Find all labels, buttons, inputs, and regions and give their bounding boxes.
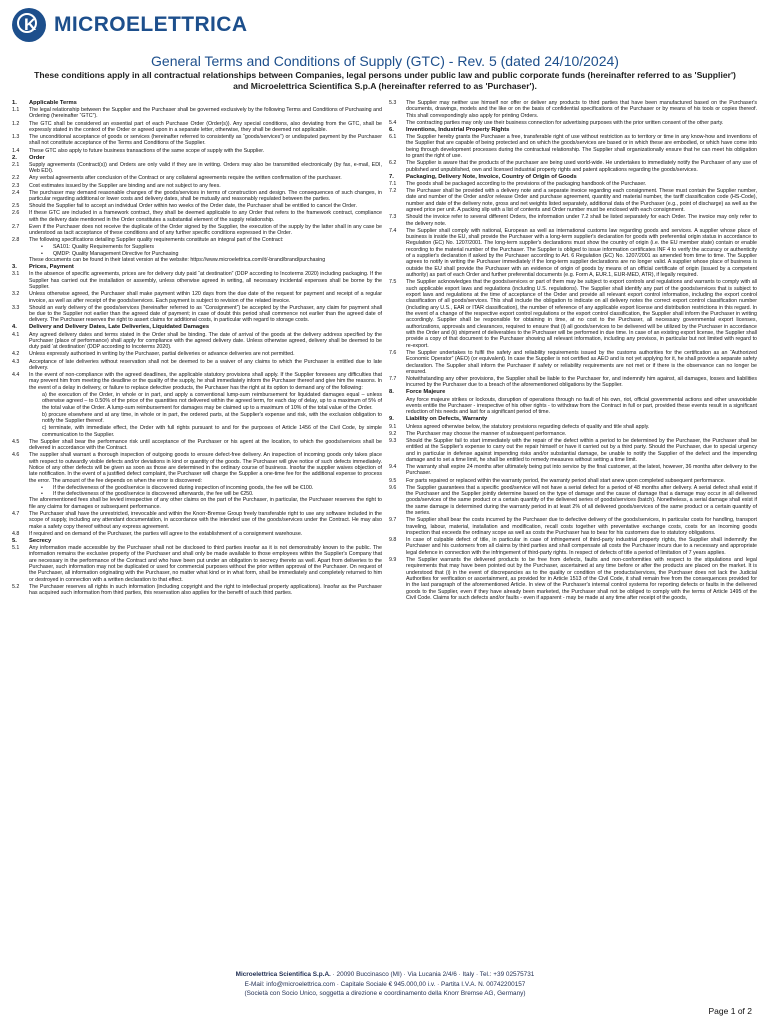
clause-text: The purchaser may demand reasonable changes of the goods/services in terms of construction and design. The consequences of such changes, in particular regarding additional or lower costs and delivery dates, shall be mutually and reasonably regulated between the parties. — [29, 189, 382, 202]
sub-clause-text: b) procure elsewhere and at any time, in whole or in part, the ordered parts, at the Supplier's expense and risk, with the exclusion obligation to notify the Supplier thereof. — [42, 411, 382, 425]
clause-text: Should the invoice refer to several different Orders, the information under 7.2 shall be listed separately for each Order. The invoice may only refer to the delivery note. — [406, 214, 757, 227]
clause-text: Any verbal agreements after conclusion of the Contract or any collateral agreements require the written confirmation of the purchaser. — [29, 175, 342, 182]
section-title: Inventions, Industrial Property Rights — [406, 126, 510, 133]
section-title: Order — [29, 154, 45, 161]
clause — [389, 134, 757, 159]
clause-number: 7.3 — [389, 214, 397, 221]
clause-number: 9. — [389, 416, 394, 423]
clause — [389, 376, 757, 389]
intro-paragraph: These conditions apply in all contractual relationships between Companies, legal persons under public law and public corporate funds (hereinafter referred to as 'Supplier') and Microelettrica Scientifica S.p.A (hereinafter referred to as 'Purchaser'). — [34, 70, 736, 91]
bullet-text: SA101: Quality Requirements for Suppliers — [53, 244, 154, 251]
clause-number: 1.3 — [12, 134, 20, 141]
page-title: General Terms and Conditions of Supply (GTC) - Rev. 5 (dated 24/10/2024) — [151, 53, 619, 69]
clause-number: 7.7 — [389, 376, 397, 382]
clause — [389, 431, 757, 437]
clause-number: 5.3 — [389, 100, 397, 106]
clause-text: The Supplier warrants the delivered products to be free from defects, faults and non-conformities with respect to the stipulations and legal requirements that may have been pointed out by the Purchaser, ascertained at any time before or after the products are placed on the market. It is understood that (i) in the event of discrepancies as to the quality or condition of the products/services, the Purchaser does not lack the Judicial Authorities for verification or ascertainment, as provided for in Article 1513 of the Civil Code, it shall remain free from the consequences provided for in the last paragraph of the aforementioned Article. In view of the Purchaser's internal control systems for reporting defects or faults in the delivered goods to the Supplier, even if they have already been marketed, the Purchaser shall not be obliged to comply with the terms of Article 1495 of the Civil Code. Claims for such defects and/or faults - even if apparent - may be made at any time after receipt of the goods, — [406, 556, 757, 601]
clause-number: 1.1 — [12, 107, 20, 114]
page-number: Page 1 of 2 — [708, 1006, 752, 1016]
clause-number — [389, 397, 406, 416]
clause — [389, 537, 757, 556]
clause — [12, 351, 382, 357]
clause — [12, 584, 382, 597]
clause-number: 5.4 — [389, 119, 397, 126]
clause-text: The aforementioned fees shall be levied irrespective of any other claims on the part of the Purchaser, in particular, the Purchaser reserves the right to file any claims for damages or subsequent performance. — [29, 497, 382, 510]
section-title: Applicable Terms — [29, 100, 77, 106]
clause-number: 9.9 — [389, 556, 397, 563]
clause — [12, 162, 382, 175]
section-heading — [389, 389, 757, 395]
clause — [12, 452, 382, 484]
clause-text: The Supplier guarantees that a specific good/service will not have a serial defect for a period of 48 months after delivery. A serial defect shall exist if the Purchaser and the Supplier jointly determine based on the type of damage and the cause of damage that a damage may occur in all delivered goods/services of the same product or a certain quantity of the delivered series of goods/services (batch). Nonetheless, a serial damage shall exist if the same damage is determined during the warranty period in at least 2% of all delivered goods/services of the same product or a certain quantity of the series. — [406, 484, 757, 517]
clause-number: 6. — [389, 126, 394, 133]
clause-text: If required and on demand of the Purchaser, the parties will agree to the establishment of a consignment warehouse. — [29, 530, 303, 537]
clause — [12, 134, 382, 147]
clause-number: 8. — [389, 389, 394, 396]
clause — [12, 305, 382, 324]
clause-number: 7.2 — [389, 188, 397, 195]
clause — [12, 148, 382, 154]
clause — [12, 107, 382, 120]
clause-number: 6.1 — [389, 134, 397, 141]
clause-number: 4.8 — [12, 530, 20, 537]
clause — [389, 397, 757, 416]
clause-number: 4.7 — [12, 510, 20, 517]
clause-number: 5. — [12, 537, 17, 544]
clause-text: The Supplier is aware that the products of the purchaser are being used world-wide. He undertakes to immediately notify the Purchaser of any use of published and unpublished, own and licensed industrial property rights and patent applications regarding the goods/services. — [406, 160, 757, 173]
clause-text: The contracting parties may only use their business connection for advertising purposes with the prior written consent of the other party. — [406, 119, 724, 126]
clause-number: 2.6 — [12, 210, 20, 217]
clause — [389, 517, 757, 536]
sub-clause — [12, 392, 382, 411]
clause-number: 4.4 — [12, 372, 20, 379]
bullet-dot: • — [41, 484, 43, 491]
clause — [389, 557, 757, 601]
bullet-dot: • — [41, 250, 43, 257]
clause-number: 9.6 — [389, 484, 397, 491]
clause-number — [12, 497, 29, 510]
sub-clause-text: a) the execution of the Order, in whole or in part, and apply a conventional lump-sum reimbursement for liquidated damages equal – unless otherwise agreed – to 0.50% of the price of the quantities not delivered within the agreed term, for each day of delay, up to a maximum of 5% of the total value of the Order. A lump-sum reimbursement for damages may be claimed up to a maximum of 10% of the total value of the Order. — [42, 391, 382, 411]
clause — [12, 237, 382, 243]
clause-text: Even if the Purchaser does not receive the duplicate of the Order signed by the Supplier, the execution of the supply by the latter shall in any case be understood as tacit acceptance of these conditions and of any further specific conditions expressed in the Order. — [29, 223, 382, 237]
clause-text: Acceptance of late deliveries without reservation shall not be deemed to be a waiver of any claims to which the Purchaser is entitled due to late delivery. — [29, 358, 382, 371]
clause-number: 2. — [12, 154, 17, 161]
clause — [12, 224, 382, 237]
clause-text: The Supplier hereby grants the Purchaser a free, transferable right of use without restriction as to territory or time in any know-how and inventions of the Supplier that are capable of being protected and on which the goods/services are based or in which these are embodied, or which have come into being through development processes during the contractual relationship. The Supplier shall organizationally ensure that he can meet his obligation to grant the right of use. — [406, 134, 757, 160]
clause-text: These GTC also apply to future business transactions of the same scope of supply with the Supplier. — [29, 147, 265, 154]
clause-number: 3. — [12, 264, 17, 271]
clause — [12, 332, 382, 351]
clause-text: In the event of non-compliance with the agreed deadlines, the applicable statutory provisions shall apply. If the Supplier foresees any difficulties that may prevent him from meeting the deadline or the quality of the supply, he shall immediately inform the Purchaser thereof and give him the reasons. In the event of a delay in delivery, or failure to replace defective products, the Purchaser has the right at its option to demand any of the following: — [29, 372, 382, 391]
sub-clause — [12, 412, 382, 425]
clause-text: The Supplier undertakes to fulfil the safety and reliability requirements issued by the customs authorities for the certification as an “Authorized Economic Operator” (AEO) (or equivalent). In case the Supplier is not certified as AEO and is not yet applying for it, he shall provide a separate safety declaration. The Supplier shall inform the Purchaser if safety or reliability requirements are not met or if there is the observance can no longer be ensured. — [406, 349, 757, 375]
clause-text: The Purchaser reserves all rights in such information (including copyright and the right to intellectual property applications). Insofar as the Purchaser has acquired such information from third parties, this reservation also applies for the benefit of such third parties. — [29, 583, 382, 597]
clause-number: 9.8 — [389, 537, 397, 544]
left-column — [12, 100, 382, 948]
clause-text: In the absence of specific agreements, prices are for delivery duty paid “at destination” (DDP according to Incoterms 2020) including packaging. If the Supplier has carried out the installation or assembly, unless otherwise agreed in writing, all necessary incidental expenses shall be borne by the Supplier. — [29, 271, 382, 291]
bullet-dot: • — [41, 244, 43, 251]
clause-number: 2.8 — [12, 237, 20, 244]
company-logo — [12, 8, 247, 42]
clause — [389, 120, 757, 126]
clause-text: Should an early delivery of the goods/services (hereinafter referred to as “Consignment”) be accepted by the Purchaser, any claim for payment shall be due to the Supplier not earlier than the agreed date of payment; in case of doubt this period shall commence not earlier than the agreed date of delivery. The Purchaser reserves the right to assert claims for additional costs, in particular with regard to storage costs. — [29, 304, 382, 324]
knorr-bremse-logo-icon — [12, 8, 46, 42]
section-title: Secrecy — [29, 537, 52, 544]
footer-company: Microelettrica Scientifica S.p.A. — [235, 971, 331, 978]
clause-number: 9.3 — [389, 437, 397, 444]
clause-text: The Purchaser shall have the unrestricted, irrevocable and within the Knorr-Bremse Group freely transferable right to use any software included in the scope of supply, including any attendant documentation, in accordance with the intended use of the goods/services under the Contract. He may also make a safety copy thereof without any express agreement. — [29, 510, 382, 530]
clause-number: 2.2 — [12, 175, 20, 182]
bullet-text: If the defectiveness of the good/service is discovered during inspection of incoming goods, the fee will be €100. — [53, 484, 314, 491]
clause-number: 7.6 — [389, 349, 397, 356]
clause-number: 2.3 — [12, 182, 20, 189]
clause-number: 4.6 — [12, 452, 20, 459]
section-title: Liability on Defects, Warranty — [406, 416, 488, 423]
clause-text: Any force majeure strikes or lockouts, disruption of operations through no fault of his own, riot, official governmental actions and other unavoidable events entitle the Purchaser - irrespective of his other rights - to withdraw from the Contract in full or part, provided these events result in a significant reduction of his needs and last for a significant period of time. — [406, 396, 757, 416]
clause-number: 7.1 — [389, 180, 397, 187]
clause-text: Supply agreements (Contract(s)) and Orders are only valid if they are in writing. Orders may also be transmitted electronically (by fax, e-mail, EDI, Web EDI). — [29, 161, 382, 175]
clause-text: The GTC shall be considered an essential part of each Purchase Order (Order(s)). Any special conditions, also deviating from the GTC, shall be expressly stated in the context of the Order or agreed upon in a separate letter, otherwise, they shall be deemed not applicable. — [29, 120, 382, 133]
clause — [12, 121, 382, 134]
clause — [12, 439, 382, 452]
clause-number: 2.4 — [12, 189, 20, 196]
section-heading — [389, 127, 757, 133]
clause-number: 3.3 — [12, 304, 20, 311]
footer-contact: E-Mail: info@microelettrica.com · Capitale Sociale € 945.000,00 i.v. · Partita I.V.A. N. 00742200157 — [244, 980, 526, 988]
clause-text: The unconditional acceptance of goods or services (hereinafter referred to consistently as “goods/services”) or undisputed payment by the Purchaser shall not constitute acceptance of the Terms and Conditions of the Supplier. — [29, 134, 382, 147]
clause — [389, 424, 757, 430]
clause — [12, 183, 382, 189]
bullet-text: If the defectiveness of the good/service is discovered afterwards, the fee will be €250. — [53, 491, 254, 498]
footer — [0, 970, 770, 999]
clause-text: The legal relationship between the Supplier and the Purchaser shall be governed exclusively by the following Terms and Conditions of Purchasing and Ordering (hereinafter “GTC”). — [29, 107, 382, 120]
section-heading — [12, 155, 382, 161]
clause-text: Unless otherwise agreed, the Purchaser shall make payment within 120 days from the due date of the request for payment and receipt of a regular invoice, as well as after receipt of the goods/services. Each payment is subject to revision of the related invoice. — [29, 291, 382, 304]
clause-text: The warranty shall expire 24 months after ultimately being put into service by the final customer, at the latest, however, 36 months after delivery to the Purchaser. — [406, 464, 757, 477]
clause-text: Any information made accessible by the Purchaser shall not be disclosed to third parties insofar as it is not demonstrably known to the public. The information remains the exclusive property of the Purchaser and shall only be made available to those employees within the Supplier's Company that are necessary in the performance of the Contract and who have been put under an obligation to secrecy thereto as well. Apart from deliveries to the Purchaser, such information may not be duplicated or used for commercial purposes without the prior written approval of the Purchaser. On request of the Purchaser, all information originating with the Purchaser, no matter what kind or in what form, shall be immediately and completely returned to him or destroyed in connection with a written declaration to that effect. — [29, 544, 382, 583]
footer-address: · 20090 Buccinasco (MI) · Via Lucania 2/4/6 · Italy · Tel.: +39 02575731 — [330, 971, 535, 978]
clause-number: 9.2 — [389, 430, 397, 437]
clause-text: In case of culpable defect of title, in particular in case of infringement of third-party industrial property rights, the Supplier shall indemnify the Purchaser and his customers from all claims by third parties and shall compensate all costs the Purchaser incurs due to a necessary and appropriate legal defence in connection with the infringement of third-party rights. In respect of defects of title a period of limitation of 7 years applies. — [406, 537, 757, 556]
clause — [12, 271, 382, 290]
clause — [12, 203, 382, 209]
clause — [12, 190, 382, 203]
clause — [389, 188, 757, 213]
bullet-dot: • — [41, 491, 43, 498]
section-heading — [389, 174, 757, 180]
section-title: Delivery and Delivery Dates, Late Deliveries, Liquidated Damages — [29, 324, 210, 331]
clause-number: 1. — [12, 100, 17, 106]
clause-text: Any agreed delivery dates and terms stated in the Order shall be binding. The date of arrival of the goods at the delivery address specified by the Purchaser (place of performance) shall apply for compliance with the agreed delivery date. Unless otherwise agreed, delivery shall be deemed to be duty paid ‘at destination’ (DDP according to Incoterms 2020). — [29, 331, 382, 351]
clause-number: 7.5 — [389, 279, 397, 286]
clause-number: 4. — [12, 324, 17, 331]
clause-number: 5.1 — [12, 544, 20, 551]
bullet-text: QMDP: Quality Management Directive for Purchasing — [53, 250, 179, 257]
clause — [389, 438, 757, 463]
clause-number: 4.5 — [12, 438, 20, 445]
clause-text: The Purchaser shall be provided with a delivery note and a separate invoice regarding each consignment. These must contain the Supplier number, date and number of the Order and/or release Order and purchase agreement, quantity and material number, the tariff classification code (HS-Code), number and date of the delivery note, gross and net weights listed separately, additional data of the Purchaser (e.g., point of discharge) as well as the agreed price per unit. A packing slip with a list of contents and Order number must be enclosed with each consignment. — [406, 188, 757, 214]
footer-legal: (Società con Socio Unico, soggetta a direzione e coordinamento della Knorr Bremse AG, Germany) — [244, 990, 526, 997]
clause-number: 5.2 — [12, 583, 20, 590]
clause — [12, 531, 382, 537]
clause-text: The Supplier shall bear the performance risk until acceptance of the Purchaser or his agent at the location, to which the goods/services shall be delivered in accordance with the Contract. — [29, 438, 382, 452]
clause-text: The Supplier shall comply with national, European as well as international customs law regarding goods and services. A supplier whose place of business is inside the EU, shall provide the Purchaser with a long-term supplier's declaration for goods with preferential origin status in accordance to Regulation (EC) No. 1207/2001. The long-term supplier's declarations must show the country of origin (i.e. the EU member state) contain or enable recording to the material number of the Purchaser. The Supplier is obliged to issue information certificates INF 4 to verify the accuracy or authenticity of a supplier's declaration if asked by the Purchaser according to Art. 6 Regulation (EC) No. 1207/2001 as amended from time to time. The Supplier agrees to notify in writing the Purchaser immediately if the long-term supplier declarations are no longer valid. A supplier whose place of business is outside the EU shall provide the Purchaser with an evidence of origin of goods by means of an official certificate of origin (issued by a competent authority) as part of each Order and further preferential documents (e.g. Form A, EUR.1, EUR-MED, ATR), if legally required. — [406, 227, 757, 279]
clause-text: The Supplier acknowledges that the goods/services or part of them may be subject to export controls and regulations and warrants to comply with all such applicable export laws and regulations (including U.S. regulations). The Supplier shall identify any part of the goods/services that is subject to export laws and regulations at the time of acceptance of the Order and provide all relevant export control information, including the export control classification of all goods/services. This shall include the obligation to indicate on all delivery notes the correct export control classification number (including any U.S., EAR or ITAR classification), the number of reference of any applicable export license and distribution restrictions in this regard. In the event of a change of the respective export control regulations or the export control classification, the Supplier shall inform the Purchaser in writing accordingly. Supplier shall be responsible for obtaining in time, at no cost to the Purchaser, all necessary governmental export licenses, authorizations, approvals and clearances, required to ensure that (i) all goods/services to be delivered will be utilized by the Purchaser in accordance with the Order and (ii) shipment of deliverables to the Purchaser will be performed in due time. In case of an existing export license, the Supplier shall provide a copy of that document to the Purchaser showing all relevant information, including any provisos, in particular but not limited with regard to re-export. — [406, 279, 757, 349]
clause-text: If these GTC are included in a framework contract, they shall be deemed applicable to any Order that refers to the framework contract, compliance with the delivery date mentioned in the Order constitutes a substantial element of the supply relationship. — [29, 210, 382, 223]
section-title: Prices, Payment — [29, 264, 74, 271]
clause — [12, 291, 382, 304]
clause-number: 9.1 — [389, 423, 397, 430]
clause-text: Should the Supplier fail to start immediately with the repair of the defect within a period to be determined by the Purchaser, the Purchaser shall be entitled at the Supplier's expense to carry out the repair himself or have it carried out by a third party. Should the Purchaser, due to special urgency and in particular in defense against impending risks and/or substantial damage, be unable to notify the Supplier of the defect and the impending damage and to set a time limit, he shall be entitled to remedy measures without setting a time limit. — [406, 437, 757, 463]
clause-number: 9.7 — [389, 517, 397, 524]
logo-text: MICROELETTRICA — [54, 13, 248, 36]
right-column — [389, 100, 757, 948]
sub-clause — [12, 425, 382, 438]
clause-text: The Supplier shall bear the costs incurred by the Purchaser due to defective delivery of the goods/services, in particular costs for handling, transport traveling, labour, material, installation and modification, recall costs together with preventative exchange costs, costs for an incoming goods inspection that exceeds the ordinary scope as well as costs the Purchaser has to bear for his customers due to statutory obligations. — [406, 517, 757, 536]
clause — [12, 359, 382, 372]
clause — [12, 545, 382, 583]
clause-number: 9.5 — [389, 477, 397, 484]
clause-text: For parts repaired or replaced within the warranty period, the warranty period shall start anew upon completed subsequent performance. — [406, 477, 726, 484]
clause-text: Should the Supplier fail to accept an individual Order within two weeks of the Order date, the Purchaser shall be entitled to cancel the Order. — [29, 203, 358, 210]
clause — [389, 350, 757, 375]
section-title: Packaging, Delivery Note, Invoice, Country of Origin of Goods — [406, 173, 577, 180]
clause — [389, 485, 757, 517]
clause — [389, 160, 757, 173]
clause — [12, 257, 382, 263]
clause-text: Unless agreed otherwise below, the statutory provisions regarding defects of quality and title shall apply. — [406, 423, 650, 430]
section-heading — [12, 538, 382, 544]
clause-number: 6.2 — [389, 160, 397, 167]
clause-text: The goods shall be packaged according to the provisions of the packaging handbook of the Purchaser. — [406, 180, 647, 187]
sub-clause-text: c) terminate, with immediate effect, the Order with full rights pursuant to and for the purposes of Article 1456 of the Civil Code, by simple communication to the Supplier. — [42, 425, 382, 438]
clause — [389, 100, 757, 119]
clause-text: Notwithstanding any other provisions, the Supplier shall be liable to the Purchaser for, and indemnify him against, all damages, losses and liabilities incurred by the Purchaser due to a breach of the aforementioned obligations by the Supplier. — [406, 376, 757, 389]
clause — [389, 214, 757, 227]
section-heading — [12, 100, 382, 106]
clause-number: 9.4 — [389, 464, 397, 471]
clause-text: The supplier shall warrant a thorough inspection of outgoing goods to ensure defect-free delivery. An inspection of incoming goods only takes place with respect to outwardly visible defects and/or deviations in kind or quantity of the goods. The Purchaser will give notice of such defects immediately. Notice of any other defects will be given as soon as those are determined in the ordinary course of business. Insofar the supplier waives objection of late notification. In the event of a justified defect complaint, the Purchaser will charge the Supplier a one-time fee for the additional expense to process the error. The amount of the fee depends on when the error is discovered: — [29, 452, 382, 484]
clause-number: 1.2 — [12, 120, 20, 127]
clause — [389, 228, 757, 279]
clause — [389, 181, 757, 187]
clause-text: The Purchaser may choose the manner of subsequent performance. — [406, 430, 567, 437]
section-title: Force Majeure — [406, 389, 446, 396]
clause — [12, 497, 382, 510]
clause — [12, 511, 382, 530]
clause — [12, 210, 382, 223]
section-heading — [389, 416, 757, 422]
clause-number: 4.2 — [12, 351, 20, 358]
clause-text: Unless expressly authorised in writing by the Purchaser, partial deliveries or advance deliveries are not permitted. — [29, 351, 295, 358]
clause-number: 7.4 — [389, 227, 397, 234]
clause-number: 2.1 — [12, 161, 20, 168]
clause — [12, 372, 382, 391]
clause-number: 1.4 — [12, 147, 20, 154]
clause-text: The following specifications detailing Supplier quality requirements constitute an integral part of the Contract: — [29, 237, 284, 244]
clause — [389, 478, 757, 484]
clause-number: 7. — [389, 173, 394, 180]
clause — [12, 175, 382, 181]
clause-number: 4.3 — [12, 358, 20, 365]
clause-text: The Supplier may neither use himself nor offer or deliver any products to third parties that have been manufactured based on the Purchaser's documents, drawings, models and the like or on the basis of confidential specifications of the Purchaser or by means of his tools or copies thereof. This shall correspondingly also apply for printing Orders. — [406, 100, 757, 119]
clause — [389, 279, 757, 349]
clause-text: Cost estimates issued by the Supplier are binding and are not subject to any fees. — [29, 182, 221, 189]
clause-number: 3.2 — [12, 291, 20, 298]
section-heading — [12, 264, 382, 270]
clause-number: 3.1 — [12, 271, 20, 278]
clause-text: These documents can be found in their latest version at the website: https://www.microelettrica.com/it/-brand/brand/purchasing — [29, 257, 326, 264]
clause-number: 4.1 — [12, 331, 20, 338]
clause-number: 2.7 — [12, 223, 20, 230]
section-heading — [12, 324, 382, 330]
clause — [389, 464, 757, 477]
clause-number — [12, 257, 29, 263]
clause-number: 2.5 — [12, 203, 20, 210]
